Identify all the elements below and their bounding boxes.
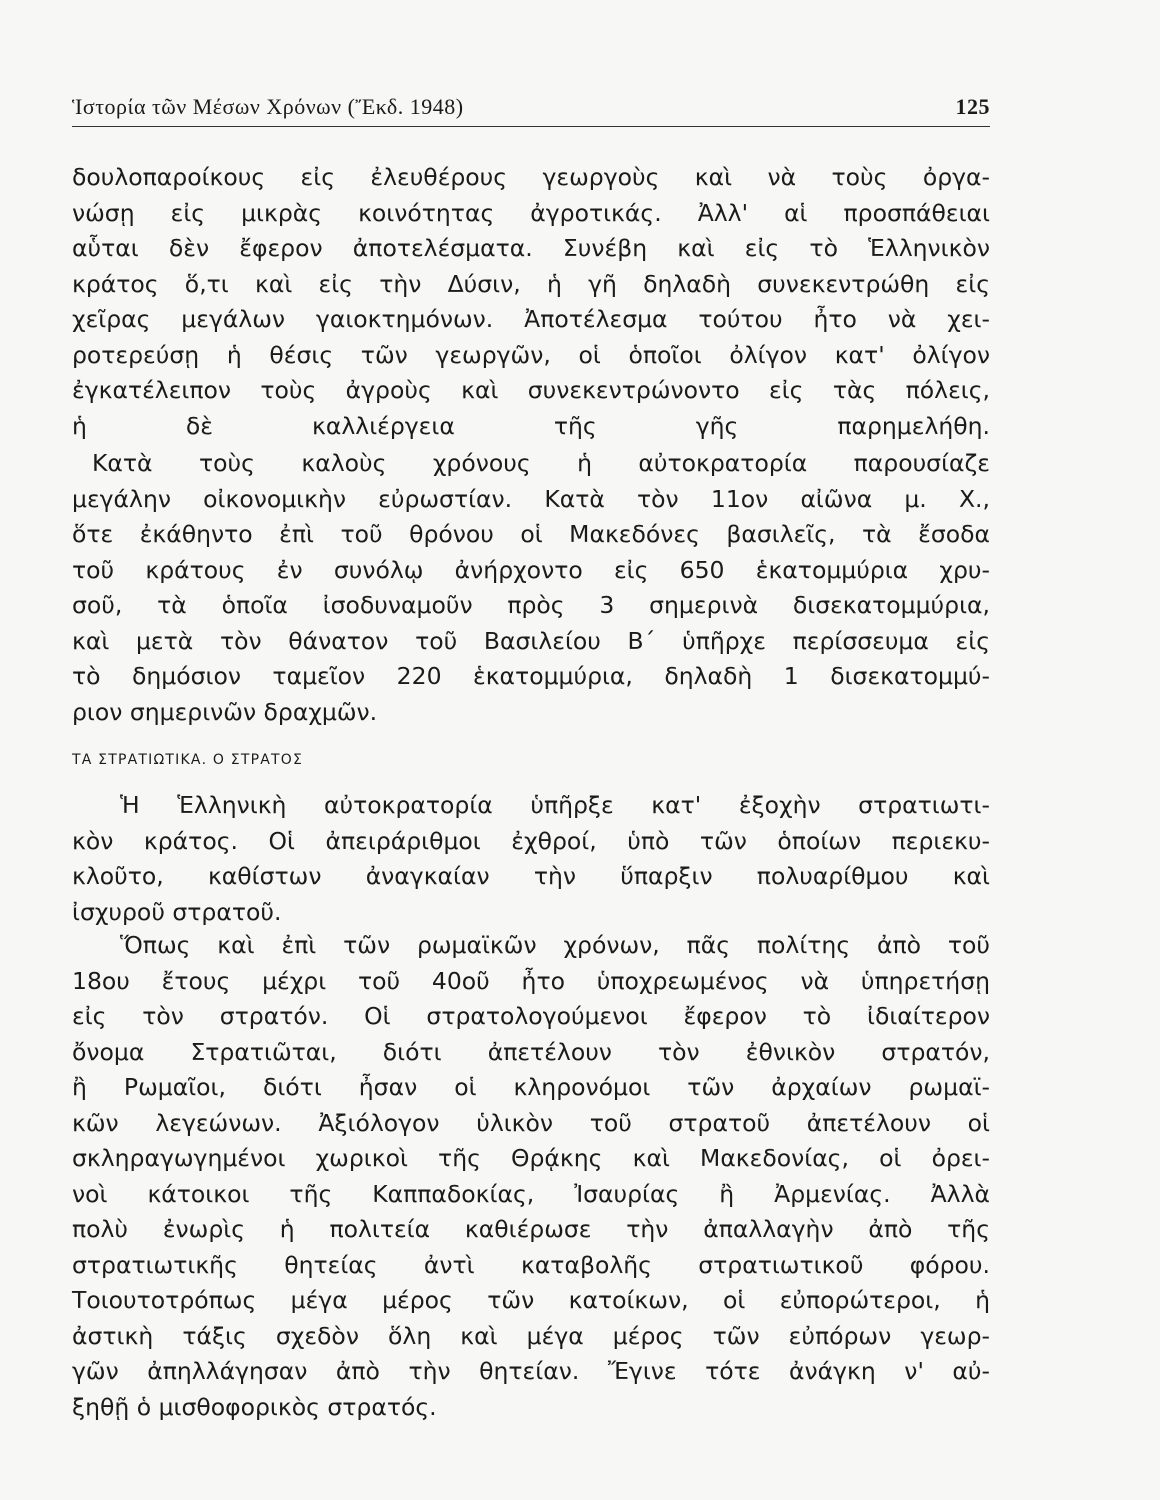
text-line: γῶν ἀπηλλάγησαν ἀπὸ τὴν θητείαν. Ἔγινε τότε ἀνάγκη ν' αὐ- <box>72 1357 990 1385</box>
text-line: ροτερεύσῃ ἡ θέσις τῶν γεωργῶν, οἱ ὁποῖοι ὀλίγον κατ' ὀλίγον <box>72 340 990 369</box>
text-line: Ἡ Ἑλληνικὴ αὐτοκρατορία ὑπῆρξε κατ' ἐξοχὴν στρατιωτι- <box>120 791 990 819</box>
text-line: αὗται δὲν ἔφερον ἀποτελέσματα. Συνέβη καὶ εἰς τὸ Ἑλληνικὸν <box>72 234 990 262</box>
text-line: τοῦ κράτους ἐν συνόλῳ ἀνήρχοντο εἰς 650 ἑκατομμύρια χρυ- <box>72 555 990 584</box>
text-line: Τοιουτοτρόπως μέγα μέρος τῶν κατοίκων, οἱ εὐπορώτεροι, ἡ <box>72 1286 990 1314</box>
running-title: Ἱστορία τῶν Μέσων Χρόνων (Ἔκδ. 1948) <box>72 94 464 119</box>
text-line: καὶ μετὰ τὸν θάνατον τοῦ Βασιλείου Β΄ ὑπῆρχε περίσσευμα εἰς <box>72 626 990 655</box>
text-line: σοῦ, τὰ ὁποῖα ἰσοδυναμοῦν πρὸς 3 σημερινὰ δισεκατομμύρια, <box>72 591 990 619</box>
text-line: κράτος ὅ,τι καὶ εἰς τὴν Δύσιν, ἡ γῆ δηλαδὴ συνεκεντρώθη εἰς <box>72 269 990 298</box>
text-line: εἰς τὸν στρατόν. Οἱ στρατολογούμενοι ἔφερον τὸ ἰδιαίτερον <box>72 1002 990 1030</box>
text-line: σκληραγωγημένοι χωρικοὶ τῆς Θρᾴκης καὶ Μακεδονίας, οἱ ὀρει- <box>72 1144 990 1172</box>
section-heading: ΤΑ ΣΤΡΑΤΙΩΤΙΚΑ. Ο ΣΤΡΑΤΟΣ <box>72 752 304 768</box>
text-line: ριον σημερινῶν δραχμῶν. <box>72 697 378 726</box>
page-number: 125 <box>955 94 990 119</box>
text-line: κῶν λεγεώνων. Ἀξιόλογον ὑλικὸν τοῦ στρατοῦ ἀπετέλουν οἱ <box>72 1108 990 1137</box>
text-line: κλοῦτο, καθίστων ἀναγκαίαν τὴν ὕπαρξιν πολυαρίθμου καὶ <box>72 862 990 890</box>
header-rule <box>72 126 990 127</box>
text-line: χεῖρας μεγάλων γαιοκτημόνων. Ἀποτέλεσμα τούτου ἦτο νὰ χει- <box>72 305 990 333</box>
text-line: νοὶ κάτοικοι τῆς Καππαδοκίας, Ἰσαυρίας ἢ Ἀρμενίας. Ἀλλὰ <box>72 1179 990 1208</box>
text-line: ξηθῇ ὁ μισθοφορικὸς στρατός. <box>72 1392 437 1421</box>
text-line: ὅτε ἐκάθηντο ἐπὶ τοῦ θρόνου οἱ Μακεδόνες βασιλεῖς, τὰ ἔσοδα <box>72 520 990 548</box>
text-line: Κατὰ τοὺς καλοὺς χρόνους ἡ αὐτοκρατορία παρουσίαζε <box>92 449 990 477</box>
text-line: πολὺ ἐνωρὶς ἡ πολιτεία καθιέρωσε τὴν ἀπαλλαγὴν ἀπὸ τῆς <box>72 1215 990 1243</box>
text-line: τὸ δημόσιον ταμεῖον 220 ἑκατομμύρια, δηλαδὴ 1 δισεκατομμύ- <box>72 662 990 690</box>
text-line: ἢ Ρωμαῖοι, διότι ἦσαν οἱ κληρονόμοι τῶν ἀρχαίων ρωμαϊ- <box>72 1073 990 1101</box>
text-line: δουλοπαροίκους εἰς ἐλευθέρους γεωργοὺς καὶ νὰ τοὺς ὀργα- <box>72 163 990 191</box>
text-line: ἡ δὲ καλλιέργεια τῆς γῆς παρημελήθη. <box>72 411 990 440</box>
text-line: ἐγκατέλειπον τοὺς ἀγροὺς καὶ συνεκεντρώνοντο εἰς τὰς πόλεις, <box>72 376 990 404</box>
text-line: ἀστικὴ τάξις σχεδὸν ὅλη καὶ μέγα μέρος τῶν εὐπόρων γεωρ- <box>72 1321 990 1350</box>
text-line: νώσῃ εἰς μικρὰς κοινότητας ἀγροτικάς. Ἀλλ' αἱ προσπάθειαι <box>72 198 990 227</box>
text-line: ἰσχυροῦ στρατοῦ. <box>72 897 282 926</box>
text-line: στρατιωτικῆς θητείας ἀντὶ καταβολῆς στρατιωτικοῦ φόρου. <box>72 1250 990 1279</box>
running-head <box>72 90 990 126</box>
text-line: ὄνομα Στρατιῶται, διότι ἀπετέλουν τὸν ἐθνικὸν στρατόν, <box>72 1037 990 1066</box>
text-line: κὸν κράτος. Οἱ ἀπειράριθμοι ἐχθροί, ὑπὸ τῶν ὁποίων περιεκυ- <box>72 826 990 855</box>
text-line: Ὅπως καὶ ἐπὶ τῶν ρωμαϊκῶν χρόνων, πᾶς πολίτης ἀπὸ τοῦ <box>120 931 990 959</box>
text-line: μεγάλην οἰκονομικὴν εὐρωστίαν. Κατὰ τὸν 11ον αἰῶνα μ. Χ., <box>72 484 990 513</box>
text-line: 18ου ἔτους μέχρι τοῦ 40οῦ ἦτο ὑποχρεωμένος νὰ ὑπηρετήσῃ <box>72 966 990 995</box>
